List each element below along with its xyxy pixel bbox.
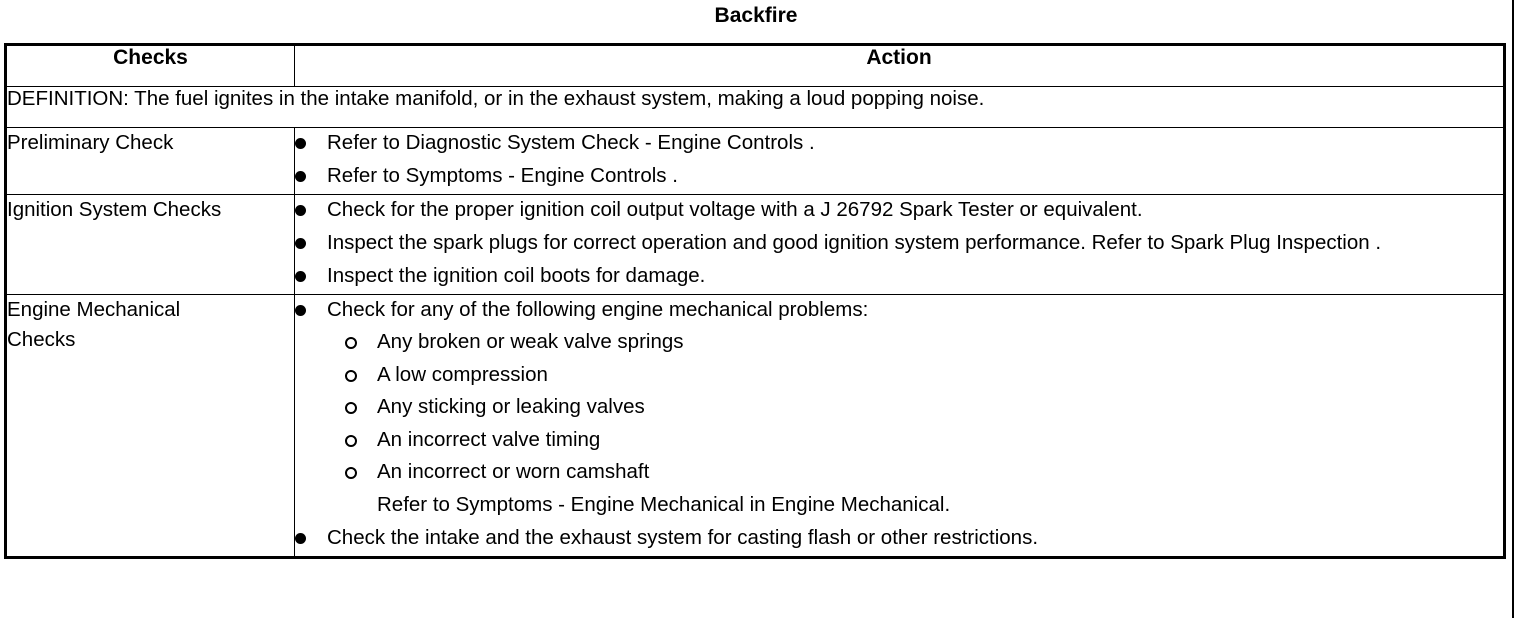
circle-bullet-icon bbox=[345, 435, 357, 447]
table-row bbox=[6, 295, 1505, 558]
list-item bbox=[295, 161, 1503, 191]
bullet-icon bbox=[295, 205, 306, 216]
action-list bbox=[295, 128, 1503, 191]
bullet-icon bbox=[295, 271, 306, 282]
check-name-line: Checks bbox=[7, 328, 76, 351]
circle-bullet-icon bbox=[345, 337, 357, 349]
diagnostic-table bbox=[4, 43, 1506, 559]
circle-bullet-icon bbox=[345, 467, 357, 479]
bullet-icon bbox=[295, 138, 306, 149]
action-text: Check the intake and the exhaust system for casting flash or other restrictions. bbox=[327, 525, 1039, 549]
list-item bbox=[295, 128, 1503, 158]
sub-item-text: An incorrect valve timing bbox=[377, 427, 601, 451]
action-cell bbox=[295, 195, 1505, 295]
definition-row bbox=[6, 87, 1505, 128]
sub-list-item bbox=[327, 425, 1503, 455]
definition-text: DEFINITION: The fuel ignites in the intake manifold, or in the exhaust system, making a loud popping noise. bbox=[6, 87, 1505, 128]
bullet-icon bbox=[295, 238, 306, 249]
list-item bbox=[295, 195, 1503, 225]
action-text: Check for the proper ignition coil output voltage with a J 26792 Spark Tester or equivalent. bbox=[327, 198, 1143, 221]
check-name: Ignition System Checks bbox=[6, 195, 295, 295]
list-item bbox=[295, 228, 1503, 258]
bullet-icon bbox=[295, 533, 306, 544]
action-text: Inspect the ignition coil boots for damage. bbox=[327, 264, 706, 287]
action-text: Refer to Symptoms - Engine Controls . bbox=[327, 164, 678, 187]
table-row bbox=[6, 195, 1505, 295]
page-edge-rule bbox=[1512, 0, 1514, 618]
circle-bullet-icon bbox=[345, 402, 357, 414]
sub-list-item bbox=[327, 360, 1503, 390]
check-name: Preliminary Check bbox=[6, 128, 295, 195]
list-item bbox=[295, 295, 1503, 520]
sub-item-text: Any sticking or leaking valves bbox=[377, 395, 645, 418]
header-row bbox=[6, 45, 1505, 87]
action-list bbox=[295, 195, 1503, 291]
sub-list-item bbox=[327, 327, 1503, 357]
circle-bullet-icon bbox=[345, 370, 357, 382]
action-text: Refer to Diagnostic System Check - Engine Controls . bbox=[327, 131, 815, 154]
refer-text: Refer to Symptoms - Engine Mechanical in Engine Mechanical. bbox=[377, 492, 951, 516]
action-cell bbox=[295, 295, 1505, 558]
sub-item-text: A low compression bbox=[377, 362, 548, 386]
sub-list-item bbox=[327, 457, 1503, 487]
checks-column-header: Checks bbox=[6, 45, 295, 87]
sub-item-text: Any broken or weak valve springs bbox=[377, 330, 684, 353]
page-title: Backfire bbox=[714, 4, 798, 27]
action-column-header: Action bbox=[295, 45, 1505, 87]
check-name bbox=[6, 295, 295, 558]
bullet-icon bbox=[295, 305, 306, 316]
action-text: Check for any of the following engine mechanical problems: bbox=[327, 298, 869, 321]
sub-list bbox=[327, 327, 1503, 487]
action-text: Inspect the spark plugs for correct operation and good ignition system performance. Refer to Spark Plug Inspection . bbox=[327, 231, 1382, 254]
list-item bbox=[295, 261, 1503, 291]
bullet-icon bbox=[295, 171, 306, 182]
check-name-line: Engine Mechanical bbox=[7, 298, 181, 321]
action-list bbox=[295, 295, 1503, 553]
table-row bbox=[6, 128, 1505, 195]
action-cell bbox=[295, 128, 1505, 195]
sub-list-item bbox=[327, 392, 1503, 422]
list-item bbox=[295, 523, 1503, 553]
sub-item-text: An incorrect or worn camshaft bbox=[377, 460, 650, 483]
